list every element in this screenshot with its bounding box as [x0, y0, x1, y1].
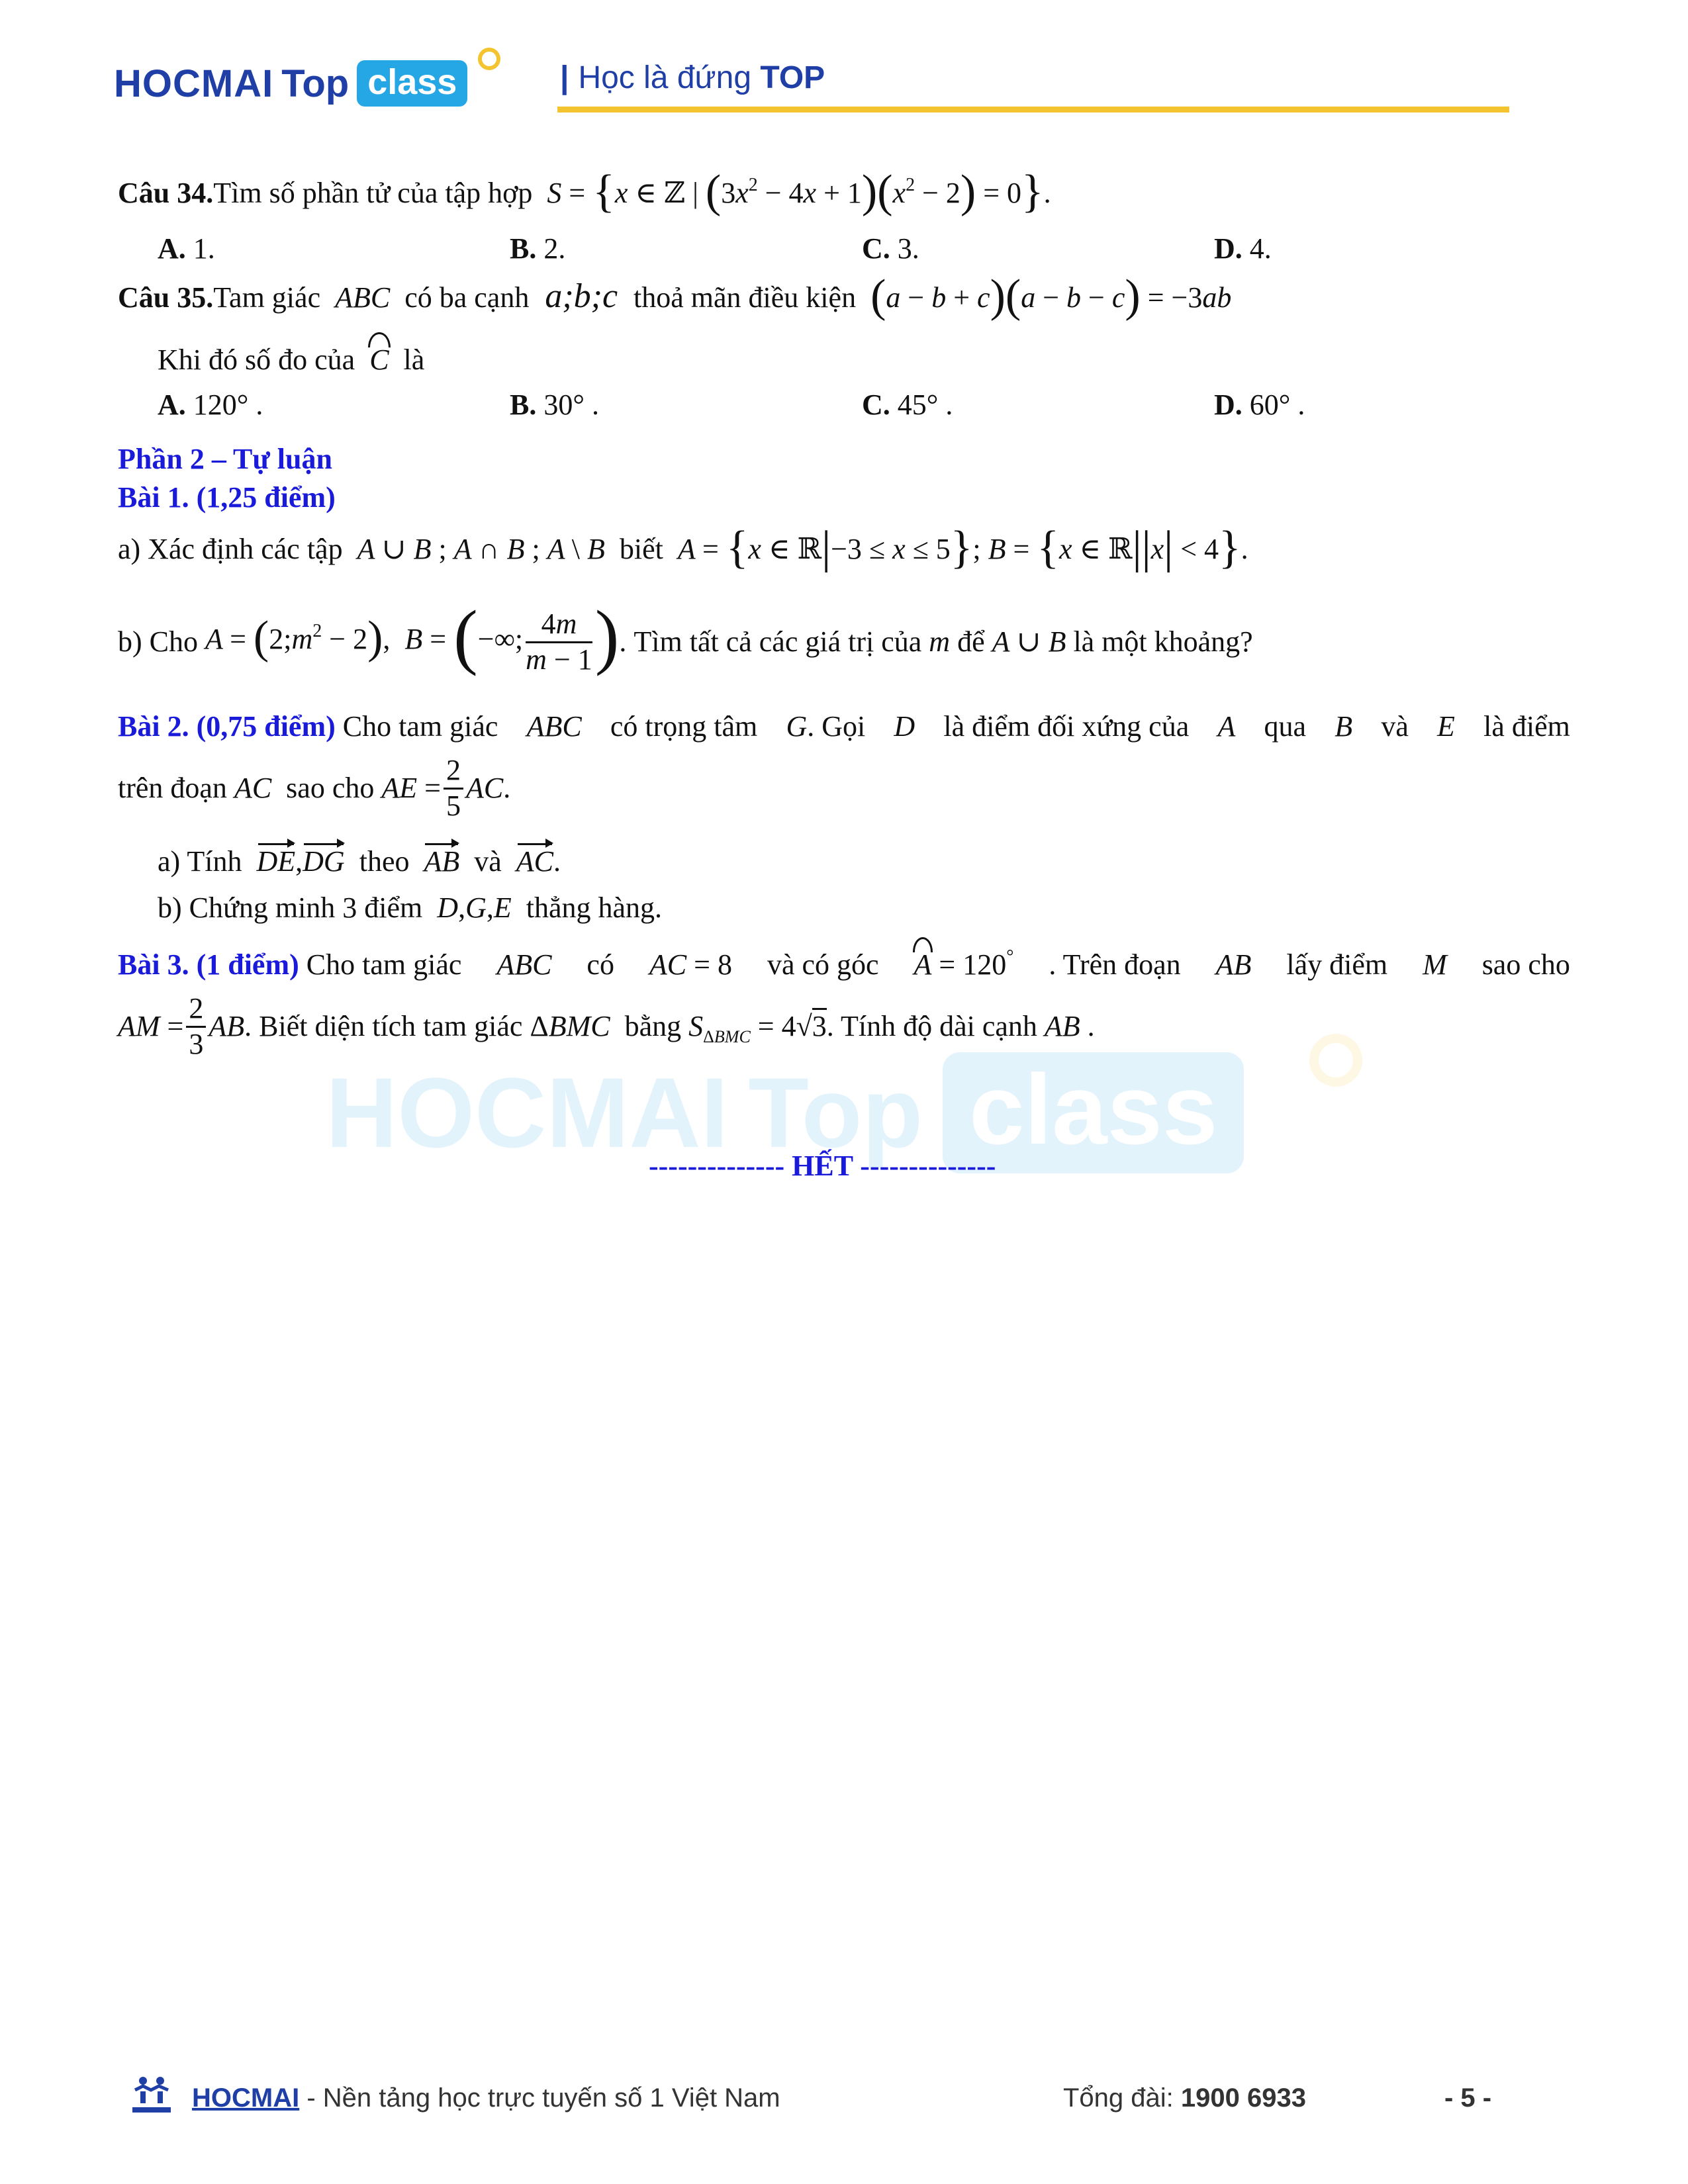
bai2-part-a: a) Tính DE,DG theo AB và AC.	[158, 845, 561, 878]
slogan-text: Học là đứng	[578, 60, 752, 95]
watermark-top: Top	[748, 1057, 923, 1168]
header-logo	[114, 57, 467, 110]
question-34-text: Tìm số phần tử của tập hợp	[213, 177, 533, 209]
logo-class: class	[357, 60, 467, 107]
footer-logo-icon	[130, 2075, 173, 2115]
question-35-label: Câu 35.	[118, 281, 214, 314]
bai1-part-a: a) Xác định các tập A ∪ B ; A ∩ B ; A \ B biết A = {x ∈ ℝ|−3 ≤ x ≤ 5}; B = {x ∈ ℝ||x| < 4}.	[118, 522, 1248, 573]
question-35-line2: Khi đó số đo của C là	[158, 343, 425, 376]
logo-hocmai: HOCMAI	[114, 62, 274, 105]
header-divider	[557, 107, 1509, 113]
question-34-label: Câu 34.	[118, 177, 214, 209]
watermark-hocmai: HOCMAI	[326, 1057, 729, 1168]
q35-option-d[interactable]: D. 60° .	[1214, 388, 1305, 421]
logo-top: Top	[281, 62, 350, 105]
q34-option-b[interactable]: B. 2.	[510, 232, 566, 265]
bai1-title: Bài 1. (1,25 điểm)	[118, 481, 336, 514]
question-34-set: S = {x ∈ ℤ | $(3x^2 - 4x + 1)(x^2 - 2) = 0$}.	[539, 166, 1051, 217]
question-35: Câu 35.Tam giác ABC có ba cạnh a;b;c thoả mãn điều kiện (a − b + c)(a − b − c) = −3ab	[118, 271, 1232, 322]
q35-option-a[interactable]: A. 120° .	[158, 388, 263, 421]
bai2-title: Bài 2. (0,75 điểm)	[118, 710, 336, 743]
q35-option-b[interactable]: B. 30° .	[510, 388, 599, 421]
bai3-line2: AM = $\frac{2}{3}$ AB . Biết diện tích tam giác ΔBMC bằng $S_{\Delta BMC} = 4√3$ . Tính độ dài cạnh AB .	[118, 992, 1095, 1060]
header-slogan	[560, 60, 825, 96]
part2-title: Phần 2 – Tự luận	[118, 443, 332, 475]
footer-page-number: - 5 -	[1444, 2083, 1492, 2113]
q34-option-d[interactable]: D. 4.	[1214, 232, 1272, 265]
bai2-part-b: b) Chứng minh 3 điểm D,G,E thẳng hàng.	[158, 891, 663, 924]
question-34	[118, 166, 1051, 217]
q34-option-c[interactable]: C. 3.	[862, 232, 919, 265]
watermark-class: class	[943, 1052, 1244, 1173]
slogan-top: TOP	[760, 60, 825, 95]
slogan-bar: |	[560, 60, 569, 95]
bai1-part-b: b) Cho $A = (2;m^2 - 2)$, B = (−∞; $\frac{4m}{m - 1}$ ) . Tìm tất cả các giá trị của m để A ∪ B là một khoảng?	[118, 596, 1253, 677]
bai2-line2: trên đoạn AC sao cho AE = $\frac{2}{5}$ AC.	[118, 754, 511, 822]
logo-sun-icon	[478, 48, 500, 70]
end-mark: -------------- HẾT --------------	[649, 1150, 996, 1182]
footer-hotline: Tổng đài: 1900 6933	[1063, 2083, 1306, 2113]
q34-option-a[interactable]: A. 1.	[158, 232, 215, 265]
footer-phone: 1900 6933	[1180, 2083, 1306, 2113]
bai3-line1: Bài 3. (1 điểm) Cho tam giác ABC có AC = 8 và có góc A = 120° . Trên đoạn AB lấy điểm M sao cho	[118, 946, 1570, 981]
footer-left	[192, 2083, 780, 2113]
q35-option-c[interactable]: C. 45° .	[862, 388, 953, 421]
watermark-sun-icon	[1309, 1034, 1362, 1087]
bai3-title: Bài 3. (1 điểm)	[118, 948, 299, 981]
bai2-line1: Bài 2. (0,75 điểm) Cho tam giác ABC có trọng tâm G. Gọi D là điểm đối xứng của A qua B và E là điểm	[118, 710, 1570, 743]
footer-tagline: - Nền tảng học trực tuyến số 1 Việt Nam	[306, 2083, 780, 2113]
footer-brand-link[interactable]: HOCMAI	[192, 2083, 300, 2113]
